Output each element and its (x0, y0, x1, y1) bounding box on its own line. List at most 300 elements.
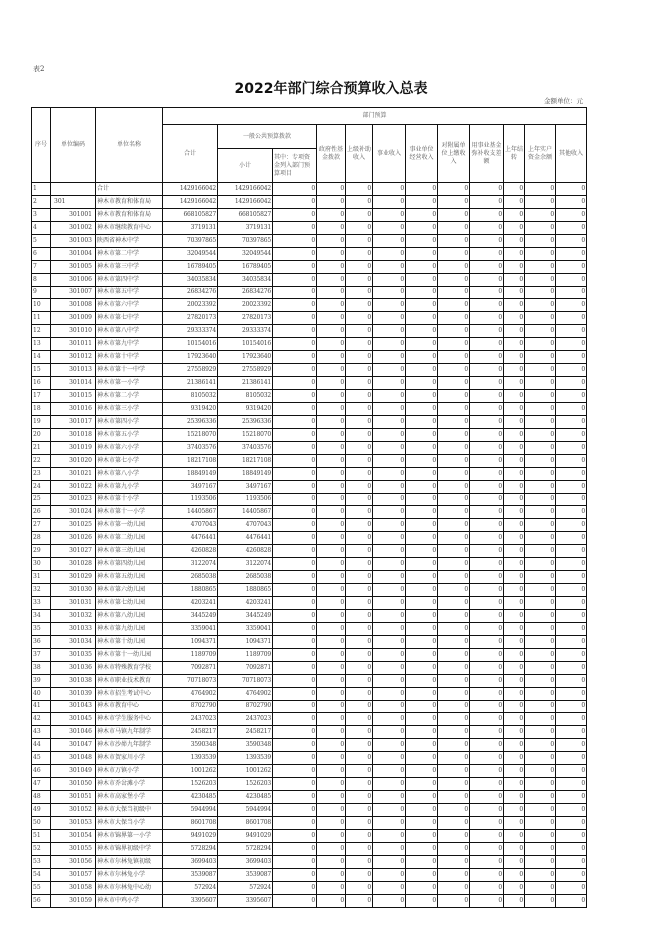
cell-seq: 42 (32, 713, 51, 726)
cell-special-funds: 0 (273, 195, 317, 208)
cell-prior-balance: 0 (525, 584, 556, 597)
cell-other-income: 0 (556, 545, 587, 558)
cell-reserve-fund: 0 (470, 402, 504, 415)
cell-special-funds: 0 (273, 454, 317, 467)
cell-name: 神木市第三中学 (96, 260, 163, 273)
cell-carryover: 0 (504, 648, 525, 661)
cell-seq: 49 (32, 804, 51, 817)
cell-subtotal: 26834276 (218, 286, 273, 299)
cell-prior-balance: 0 (525, 842, 556, 855)
cell-prior-balance: 0 (525, 868, 556, 881)
cell-total: 70397865 (163, 234, 218, 247)
cell-total: 1526203 (163, 778, 218, 791)
cell-seq: 43 (32, 726, 51, 739)
cell-special-funds: 0 (273, 648, 317, 661)
cell-special-funds: 0 (273, 622, 317, 635)
table-row (32, 778, 587, 791)
budget-revenue-table (31, 107, 587, 908)
cell-other-income: 0 (556, 622, 587, 635)
cell-code: 301021 (51, 467, 96, 480)
cell-special-funds: 0 (273, 597, 317, 610)
cell-gov-fund: 0 (317, 545, 346, 558)
cell-carryover: 0 (504, 441, 525, 454)
cell-gov-fund: 0 (317, 299, 346, 312)
cell-superior-subsidy: 0 (346, 415, 373, 428)
cell-superior-subsidy: 0 (346, 532, 373, 545)
cell-carryover: 0 (504, 467, 525, 480)
cell-superior-subsidy: 0 (346, 700, 373, 713)
cell-seq: 34 (32, 609, 51, 622)
cell-business-income: 0 (373, 687, 406, 700)
cell-gov-fund: 0 (317, 195, 346, 208)
cell-prior-balance: 0 (525, 467, 556, 480)
cell-reserve-fund: 0 (470, 661, 504, 674)
cell-superior-subsidy: 0 (346, 597, 373, 610)
cell-prior-balance: 0 (525, 260, 556, 273)
cell-seq: 53 (32, 855, 51, 868)
cell-subtotal: 70397865 (218, 234, 273, 247)
cell-carryover: 0 (504, 519, 525, 532)
cell-subtotal: 18849149 (218, 467, 273, 480)
cell-subtotal: 32049544 (218, 247, 273, 260)
cell-affiliated-paid: 0 (438, 390, 470, 403)
cell-total: 3539087 (163, 868, 218, 881)
cell-business-operating: 0 (406, 842, 438, 855)
cell-business-operating: 0 (406, 299, 438, 312)
cell-subtotal: 10154016 (218, 338, 273, 351)
cell-affiliated-paid: 0 (438, 402, 470, 415)
header-affiliated-paid: 对附属单位上缴收入 (438, 125, 470, 183)
cell-special-funds: 0 (273, 325, 317, 338)
cell-business-operating: 0 (406, 415, 438, 428)
cell-subtotal: 1429166042 (218, 195, 273, 208)
cell-superior-subsidy: 0 (346, 713, 373, 726)
cell-seq: 1 (32, 183, 51, 196)
cell-carryover: 0 (504, 571, 525, 584)
cell-business-income: 0 (373, 428, 406, 441)
cell-business-income: 0 (373, 881, 406, 894)
cell-carryover: 0 (504, 842, 525, 855)
cell-subtotal: 21386141 (218, 377, 273, 390)
table-row (32, 338, 587, 351)
cell-affiliated-paid: 0 (438, 687, 470, 700)
cell-other-income: 0 (556, 480, 587, 493)
cell-total: 4476441 (163, 532, 218, 545)
table-row (32, 415, 587, 428)
cell-superior-subsidy: 0 (346, 195, 373, 208)
cell-name: 神木市高家堡小学 (96, 791, 163, 804)
cell-gov-fund: 0 (317, 881, 346, 894)
cell-special-funds: 0 (273, 312, 317, 325)
cell-subtotal: 1880865 (218, 584, 273, 597)
cell-carryover: 0 (504, 338, 525, 351)
cell-carryover: 0 (504, 195, 525, 208)
cell-reserve-fund: 0 (470, 804, 504, 817)
cell-affiliated-paid: 0 (438, 661, 470, 674)
cell-total: 2458217 (163, 726, 218, 739)
cell-reserve-fund: 0 (470, 829, 504, 842)
cell-superior-subsidy: 0 (346, 765, 373, 778)
cell-name: 神木市贺家川小学 (96, 752, 163, 765)
table-row (32, 816, 587, 829)
cell-affiliated-paid: 0 (438, 415, 470, 428)
cell-code: 301048 (51, 752, 96, 765)
header-seq: 序号 (32, 108, 51, 183)
header-other-income: 其他收入 (556, 125, 587, 183)
header-superior-subsidy: 上级补助收入 (346, 125, 373, 183)
cell-code: 301033 (51, 622, 96, 635)
table-row (32, 195, 587, 208)
cell-business-operating: 0 (406, 558, 438, 571)
table-row (32, 584, 587, 597)
cell-business-operating: 0 (406, 545, 438, 558)
cell-special-funds: 0 (273, 377, 317, 390)
cell-name: 神木市继续教育中心 (96, 221, 163, 234)
cell-carryover: 0 (504, 377, 525, 390)
cell-gov-fund: 0 (317, 700, 346, 713)
cell-seq: 36 (32, 635, 51, 648)
cell-code: 301005 (51, 260, 96, 273)
table-row (32, 247, 587, 260)
cell-business-income: 0 (373, 260, 406, 273)
cell-gov-fund: 0 (317, 183, 346, 196)
cell-business-income: 0 (373, 338, 406, 351)
cell-code: 301028 (51, 558, 96, 571)
cell-total: 3359041 (163, 622, 218, 635)
cell-total: 25396336 (163, 415, 218, 428)
cell-code: 301012 (51, 351, 96, 364)
cell-name: 神木市学生服务中心 (96, 713, 163, 726)
cell-seq: 37 (32, 648, 51, 661)
cell-gov-fund: 0 (317, 791, 346, 804)
cell-code: 301039 (51, 687, 96, 700)
cell-business-operating: 0 (406, 648, 438, 661)
cell-subtotal: 25396336 (218, 415, 273, 428)
cell-affiliated-paid: 0 (438, 221, 470, 234)
cell-name: 神木市招生考试中心 (96, 687, 163, 700)
table-row (32, 829, 587, 842)
cell-reserve-fund: 0 (470, 739, 504, 752)
cell-affiliated-paid: 0 (438, 584, 470, 597)
cell-gov-fund: 0 (317, 842, 346, 855)
cell-total: 8105032 (163, 390, 218, 403)
table-body (32, 183, 587, 908)
cell-name: 神木市第六幼儿园 (96, 584, 163, 597)
cell-total: 18849149 (163, 467, 218, 480)
cell-subtotal: 1526203 (218, 778, 273, 791)
cell-subtotal: 7092871 (218, 661, 273, 674)
cell-other-income: 0 (556, 855, 587, 868)
cell-name: 神木市第七中学 (96, 312, 163, 325)
cell-other-income: 0 (556, 791, 587, 804)
cell-code: 301043 (51, 700, 96, 713)
cell-name: 神木市第七小学 (96, 454, 163, 467)
cell-special-funds: 0 (273, 545, 317, 558)
cell-gov-fund: 0 (317, 661, 346, 674)
cell-business-income: 0 (373, 816, 406, 829)
cell-gov-fund: 0 (317, 894, 346, 907)
cell-reserve-fund: 0 (470, 532, 504, 545)
cell-gov-fund: 0 (317, 622, 346, 635)
cell-superior-subsidy: 0 (346, 234, 373, 247)
cell-gov-fund: 0 (317, 713, 346, 726)
cell-name: 神木市教育中心 (96, 700, 163, 713)
cell-total: 26834276 (163, 286, 218, 299)
cell-business-operating: 0 (406, 480, 438, 493)
cell-special-funds: 0 (273, 402, 317, 415)
cell-name: 神木市第五幼儿园 (96, 571, 163, 584)
cell-reserve-fund: 0 (470, 195, 504, 208)
cell-subtotal: 8601708 (218, 816, 273, 829)
cell-gov-fund: 0 (317, 402, 346, 415)
cell-other-income: 0 (556, 558, 587, 571)
cell-business-income: 0 (373, 661, 406, 674)
cell-prior-balance: 0 (525, 765, 556, 778)
cell-total: 29333374 (163, 325, 218, 338)
cell-seq: 17 (32, 390, 51, 403)
cell-prior-balance: 0 (525, 493, 556, 506)
cell-prior-balance: 0 (525, 545, 556, 558)
cell-gov-fund: 0 (317, 286, 346, 299)
cell-seq: 13 (32, 338, 51, 351)
cell-other-income: 0 (556, 325, 587, 338)
cell-superior-subsidy: 0 (346, 816, 373, 829)
cell-prior-balance: 0 (525, 778, 556, 791)
cell-other-income: 0 (556, 765, 587, 778)
cell-code: 301027 (51, 545, 96, 558)
cell-superior-subsidy: 0 (346, 312, 373, 325)
cell-name: 神木市大保当小学 (96, 816, 163, 829)
cell-name: 神木市第十中学 (96, 351, 163, 364)
cell-other-income: 0 (556, 881, 587, 894)
cell-reserve-fund: 0 (470, 881, 504, 894)
cell-code: 301002 (51, 221, 96, 234)
cell-affiliated-paid: 0 (438, 726, 470, 739)
cell-gov-fund: 0 (317, 325, 346, 338)
cell-special-funds: 0 (273, 441, 317, 454)
cell-carryover: 0 (504, 816, 525, 829)
cell-subtotal: 3590348 (218, 739, 273, 752)
cell-special-funds: 0 (273, 855, 317, 868)
cell-code: 301049 (51, 765, 96, 778)
table-row (32, 532, 587, 545)
cell-prior-balance: 0 (525, 480, 556, 493)
cell-code: 301011 (51, 338, 96, 351)
table-row (32, 842, 587, 855)
cell-special-funds: 0 (273, 778, 317, 791)
cell-carryover: 0 (504, 558, 525, 571)
cell-name: 神木市尔林兔小学 (96, 868, 163, 881)
cell-business-operating: 0 (406, 894, 438, 907)
cell-prior-balance: 0 (525, 661, 556, 674)
cell-total: 1429166042 (163, 195, 218, 208)
header-name: 单位名称 (96, 108, 163, 183)
cell-affiliated-paid: 0 (438, 648, 470, 661)
cell-superior-subsidy: 0 (346, 661, 373, 674)
cell-reserve-fund: 0 (470, 700, 504, 713)
cell-total: 3395607 (163, 894, 218, 907)
cell-affiliated-paid: 0 (438, 247, 470, 260)
header-prior-balance: 上年实户资金余额 (525, 125, 556, 183)
cell-reserve-fund: 0 (470, 234, 504, 247)
cell-subtotal: 8105032 (218, 390, 273, 403)
cell-special-funds: 0 (273, 558, 317, 571)
cell-carryover: 0 (504, 609, 525, 622)
cell-name: 神木市第十一中学 (96, 364, 163, 377)
cell-special-funds: 0 (273, 364, 317, 377)
cell-carryover: 0 (504, 286, 525, 299)
cell-business-operating: 0 (406, 791, 438, 804)
cell-superior-subsidy: 0 (346, 506, 373, 519)
cell-business-operating: 0 (406, 661, 438, 674)
cell-other-income: 0 (556, 183, 587, 196)
cell-special-funds: 0 (273, 752, 317, 765)
cell-prior-balance: 0 (525, 299, 556, 312)
cell-superior-subsidy: 0 (346, 739, 373, 752)
cell-prior-balance: 0 (525, 804, 556, 817)
table-row (32, 493, 587, 506)
cell-business-operating: 0 (406, 609, 438, 622)
cell-seq: 29 (32, 545, 51, 558)
cell-business-operating: 0 (406, 441, 438, 454)
cell-carryover: 0 (504, 894, 525, 907)
cell-special-funds: 0 (273, 842, 317, 855)
cell-business-income: 0 (373, 778, 406, 791)
cell-affiliated-paid: 0 (438, 804, 470, 817)
cell-name: 神木市第四中学 (96, 273, 163, 286)
cell-special-funds: 0 (273, 260, 317, 273)
cell-special-funds: 0 (273, 208, 317, 221)
cell-other-income: 0 (556, 868, 587, 881)
cell-total: 16789405 (163, 260, 218, 273)
cell-business-operating: 0 (406, 325, 438, 338)
cell-other-income: 0 (556, 351, 587, 364)
cell-code: 301015 (51, 390, 96, 403)
cell-gov-fund: 0 (317, 829, 346, 842)
cell-name: 神木市沙峁九年制学 (96, 739, 163, 752)
cell-affiliated-paid: 0 (438, 351, 470, 364)
cell-carryover: 0 (504, 855, 525, 868)
cell-business-income: 0 (373, 312, 406, 325)
cell-prior-balance: 0 (525, 881, 556, 894)
cell-superior-subsidy: 0 (346, 894, 373, 907)
table-row (32, 428, 587, 441)
cell-subtotal: 1001262 (218, 765, 273, 778)
cell-code: 301036 (51, 661, 96, 674)
cell-business-income: 0 (373, 286, 406, 299)
cell-other-income: 0 (556, 609, 587, 622)
cell-reserve-fund: 0 (470, 752, 504, 765)
cell-special-funds: 0 (273, 829, 317, 842)
cell-business-income: 0 (373, 441, 406, 454)
header-dept-budget: 部门预算 (163, 108, 587, 125)
cell-subtotal: 37403576 (218, 441, 273, 454)
cell-carryover: 0 (504, 428, 525, 441)
cell-gov-fund: 0 (317, 648, 346, 661)
cell-prior-balance: 0 (525, 286, 556, 299)
cell-superior-subsidy: 0 (346, 480, 373, 493)
cell-total: 18217108 (163, 454, 218, 467)
cell-business-operating: 0 (406, 390, 438, 403)
cell-total: 17923640 (163, 351, 218, 364)
cell-business-operating: 0 (406, 635, 438, 648)
cell-prior-balance: 0 (525, 441, 556, 454)
cell-affiliated-paid: 0 (438, 364, 470, 377)
cell-special-funds: 0 (273, 467, 317, 480)
cell-carryover: 0 (504, 532, 525, 545)
cell-name: 神木市第二中学 (96, 247, 163, 260)
header-business-income: 事业收入 (373, 125, 406, 183)
cell-gov-fund: 0 (317, 674, 346, 687)
cell-other-income: 0 (556, 532, 587, 545)
cell-business-operating: 0 (406, 208, 438, 221)
cell-carryover: 0 (504, 480, 525, 493)
cell-code: 301047 (51, 739, 96, 752)
cell-superior-subsidy: 0 (346, 648, 373, 661)
cell-superior-subsidy: 0 (346, 791, 373, 804)
cell-reserve-fund: 0 (470, 377, 504, 390)
cell-business-income: 0 (373, 532, 406, 545)
cell-business-operating: 0 (406, 467, 438, 480)
cell-carryover: 0 (504, 364, 525, 377)
cell-gov-fund: 0 (317, 687, 346, 700)
cell-special-funds: 0 (273, 415, 317, 428)
cell-total: 27558929 (163, 364, 218, 377)
cell-superior-subsidy: 0 (346, 842, 373, 855)
cell-reserve-fund: 0 (470, 622, 504, 635)
cell-code: 301017 (51, 415, 96, 428)
cell-code: 301029 (51, 571, 96, 584)
cell-business-operating: 0 (406, 765, 438, 778)
cell-carryover: 0 (504, 597, 525, 610)
cell-carryover: 0 (504, 804, 525, 817)
cell-business-operating: 0 (406, 829, 438, 842)
cell-reserve-fund: 0 (470, 493, 504, 506)
cell-reserve-fund: 0 (470, 480, 504, 493)
table-row (32, 674, 587, 687)
cell-carryover: 0 (504, 183, 525, 196)
table-row (32, 739, 587, 752)
cell-special-funds: 0 (273, 661, 317, 674)
cell-carryover: 0 (504, 687, 525, 700)
cell-gov-fund: 0 (317, 377, 346, 390)
cell-carryover: 0 (504, 752, 525, 765)
cell-special-funds: 0 (273, 390, 317, 403)
cell-prior-balance: 0 (525, 221, 556, 234)
cell-gov-fund: 0 (317, 635, 346, 648)
cell-name: 合计 (96, 183, 163, 196)
table-row (32, 506, 587, 519)
cell-superior-subsidy: 0 (346, 325, 373, 338)
cell-total: 32049544 (163, 247, 218, 260)
cell-code: 301026 (51, 532, 96, 545)
cell-total: 2437023 (163, 713, 218, 726)
table-row (32, 260, 587, 273)
cell-business-operating: 0 (406, 454, 438, 467)
cell-business-income: 0 (373, 597, 406, 610)
cell-other-income: 0 (556, 597, 587, 610)
cell-business-income: 0 (373, 480, 406, 493)
cell-total: 9319420 (163, 402, 218, 415)
cell-other-income: 0 (556, 571, 587, 584)
cell-total: 4260828 (163, 545, 218, 558)
cell-reserve-fund: 0 (470, 286, 504, 299)
cell-special-funds: 0 (273, 571, 317, 584)
cell-special-funds: 0 (273, 506, 317, 519)
cell-code: 301007 (51, 286, 96, 299)
cell-other-income: 0 (556, 454, 587, 467)
table-label: 表2 (33, 65, 45, 73)
